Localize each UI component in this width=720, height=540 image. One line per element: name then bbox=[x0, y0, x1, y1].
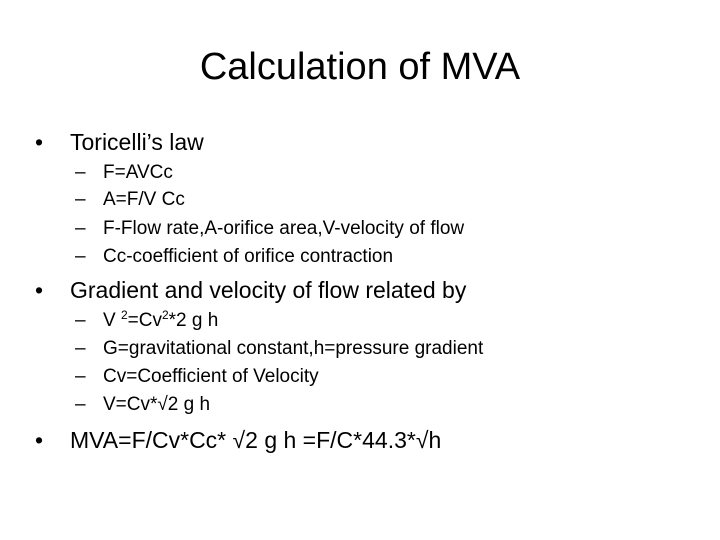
bullet-glyph: • bbox=[35, 277, 44, 303]
sub-item bbox=[75, 187, 185, 213]
bullet-toricellis-law bbox=[35, 127, 204, 157]
bullet-gradient-velocity bbox=[35, 275, 466, 305]
bullet-text: MVA=F/Cv*Cc* √2 g h =F/C*44.3*√h bbox=[70, 427, 442, 453]
sub-item-text: V=Cv*√2 g h bbox=[103, 394, 211, 415]
sub-item-text: Cc-coefficient of orifice contraction bbox=[103, 246, 394, 267]
dash-glyph: – bbox=[75, 310, 86, 331]
dash-glyph: – bbox=[75, 189, 86, 210]
dash-glyph: – bbox=[75, 338, 86, 359]
eq-part: =Cv bbox=[127, 310, 162, 331]
sub-item-text: F-Flow rate,A-orifice area,V-velocity of flow bbox=[103, 218, 465, 239]
sub-item bbox=[75, 392, 210, 418]
sub-item-text: Cv=Coefficient of Velocity bbox=[103, 366, 319, 387]
sub-item-text: G=gravitational constant,h=pressure gradient bbox=[103, 338, 484, 359]
sub-item bbox=[75, 336, 483, 362]
slide-title: Calculation of MVA bbox=[199, 46, 521, 88]
sub-item-equation bbox=[75, 308, 218, 334]
bullet-glyph: • bbox=[35, 129, 44, 155]
dash-glyph: – bbox=[75, 394, 86, 415]
eq-superscript: 2 bbox=[161, 308, 169, 322]
sub-item-text: A=F/V Cc bbox=[103, 189, 185, 210]
sub-item-text: F=AVCc bbox=[103, 162, 173, 183]
eq-superscript: 2 bbox=[120, 308, 128, 322]
dash-glyph: – bbox=[75, 218, 86, 239]
bullet-text: Gradient and velocity of flow related by bbox=[70, 277, 467, 303]
sub-item bbox=[75, 244, 393, 270]
dash-glyph: – bbox=[75, 162, 86, 183]
dash-glyph: – bbox=[75, 246, 86, 267]
sub-item bbox=[75, 364, 319, 390]
sub-item bbox=[75, 160, 173, 186]
dash-glyph: – bbox=[75, 366, 86, 387]
eq-part: *2 g h bbox=[168, 310, 219, 331]
bullet-text: Toricelli’s law bbox=[70, 129, 204, 155]
bullet-mva-formula bbox=[35, 425, 441, 455]
eq-part: V bbox=[103, 310, 121, 331]
sub-item bbox=[75, 216, 464, 242]
bullet-glyph: • bbox=[35, 427, 44, 453]
